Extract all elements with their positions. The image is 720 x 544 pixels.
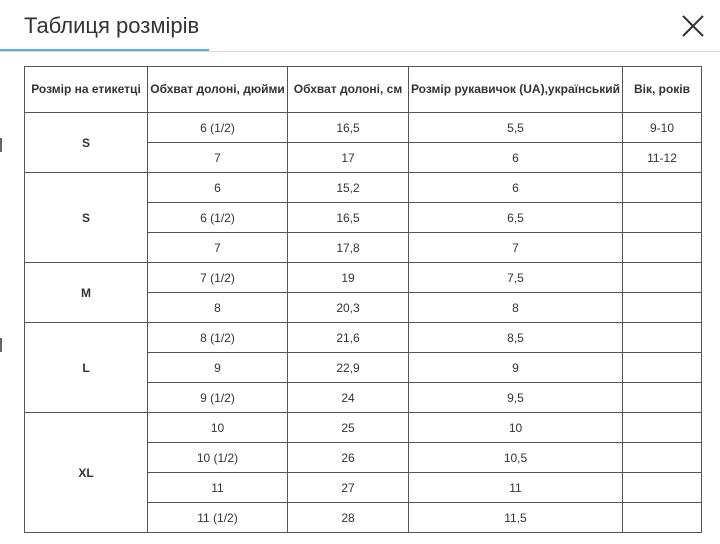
modal-header bbox=[0, 0, 720, 52]
palm-inches-cell: 6 bbox=[148, 173, 288, 203]
age-cell bbox=[623, 173, 702, 203]
title-underline bbox=[0, 49, 209, 51]
palm-cm-cell: 27 bbox=[288, 473, 409, 503]
palm-inches-cell: 7 (1/2) bbox=[148, 263, 288, 293]
table-row bbox=[25, 173, 702, 203]
glove-size-ua-cell: 11,5 bbox=[409, 503, 623, 533]
close-button[interactable] bbox=[680, 13, 706, 39]
glove-size-ua-cell: 9,5 bbox=[409, 383, 623, 413]
age-cell bbox=[623, 443, 702, 473]
palm-inches-cell: 10 (1/2) bbox=[148, 443, 288, 473]
age-cell bbox=[623, 293, 702, 323]
header-palm-inches: Обхват долоні, дюйми bbox=[148, 67, 288, 113]
modal-title: Таблиця розмірів bbox=[24, 13, 200, 38]
glove-size-ua-cell: 9 bbox=[409, 353, 623, 383]
glove-size-ua-cell: 10,5 bbox=[409, 443, 623, 473]
palm-cm-cell: 17,8 bbox=[288, 233, 409, 263]
header-row bbox=[25, 67, 702, 113]
table-row bbox=[25, 263, 702, 293]
size-label-cell: L bbox=[25, 323, 148, 413]
table-row bbox=[25, 413, 702, 443]
palm-inches-cell: 7 bbox=[148, 233, 288, 263]
scroll-edge-mark bbox=[0, 338, 2, 352]
table-row bbox=[25, 323, 702, 353]
palm-inches-cell: 11 (1/2) bbox=[148, 503, 288, 533]
glove-size-ua-cell: 6 bbox=[409, 173, 623, 203]
scroll-edge-mark bbox=[0, 138, 2, 152]
size-table bbox=[24, 66, 702, 533]
age-cell bbox=[623, 353, 702, 383]
size-label-cell: XL bbox=[25, 413, 148, 533]
age-cell bbox=[623, 473, 702, 503]
palm-cm-cell: 15,2 bbox=[288, 173, 409, 203]
glove-size-ua-cell: 6,5 bbox=[409, 203, 623, 233]
glove-size-ua-cell: 11 bbox=[409, 473, 623, 503]
size-label-cell: S bbox=[25, 113, 148, 173]
palm-inches-cell: 6 (1/2) bbox=[148, 203, 288, 233]
age-cell: 9-10 bbox=[623, 113, 702, 143]
palm-inches-cell: 10 bbox=[148, 413, 288, 443]
age-cell bbox=[623, 323, 702, 353]
palm-inches-cell: 9 bbox=[148, 353, 288, 383]
age-cell bbox=[623, 503, 702, 533]
palm-cm-cell: 16,5 bbox=[288, 203, 409, 233]
palm-inches-cell: 8 bbox=[148, 293, 288, 323]
palm-inches-cell: 11 bbox=[148, 473, 288, 503]
palm-inches-cell: 6 (1/2) bbox=[148, 113, 288, 143]
palm-cm-cell: 26 bbox=[288, 443, 409, 473]
glove-size-ua-cell: 7 bbox=[409, 233, 623, 263]
glove-size-ua-cell: 8,5 bbox=[409, 323, 623, 353]
glove-size-ua-cell: 5,5 bbox=[409, 113, 623, 143]
size-table-head bbox=[25, 67, 702, 113]
size-table-wrapper bbox=[24, 66, 702, 533]
glove-size-ua-cell: 10 bbox=[409, 413, 623, 443]
size-label-cell: M bbox=[25, 263, 148, 323]
palm-cm-cell: 28 bbox=[288, 503, 409, 533]
size-label-cell: S bbox=[25, 173, 148, 263]
palm-inches-cell: 7 bbox=[148, 143, 288, 173]
size-table-body bbox=[25, 113, 702, 533]
palm-inches-cell: 8 (1/2) bbox=[148, 323, 288, 353]
palm-cm-cell: 22,9 bbox=[288, 353, 409, 383]
close-icon bbox=[680, 13, 706, 39]
age-cell bbox=[623, 233, 702, 263]
header-palm-cm: Обхват долоні, см bbox=[288, 67, 409, 113]
age-cell bbox=[623, 263, 702, 293]
header-age: Вік, років bbox=[623, 67, 702, 113]
palm-inches-cell: 9 (1/2) bbox=[148, 383, 288, 413]
table-row bbox=[25, 113, 702, 143]
glove-size-ua-cell: 6 bbox=[409, 143, 623, 173]
glove-size-ua-cell: 7,5 bbox=[409, 263, 623, 293]
header-label-size: Розмір на етикетці bbox=[25, 67, 148, 113]
header-glove-size-ua: Розмір рукавичок (UA),український bbox=[409, 67, 623, 113]
glove-size-ua-cell: 8 bbox=[409, 293, 623, 323]
palm-cm-cell: 17 bbox=[288, 143, 409, 173]
palm-cm-cell: 24 bbox=[288, 383, 409, 413]
age-cell: 11-12 bbox=[623, 143, 702, 173]
palm-cm-cell: 19 bbox=[288, 263, 409, 293]
palm-cm-cell: 21,6 bbox=[288, 323, 409, 353]
age-cell bbox=[623, 413, 702, 443]
palm-cm-cell: 16,5 bbox=[288, 113, 409, 143]
age-cell bbox=[623, 203, 702, 233]
palm-cm-cell: 20,3 bbox=[288, 293, 409, 323]
palm-cm-cell: 25 bbox=[288, 413, 409, 443]
age-cell bbox=[623, 383, 702, 413]
